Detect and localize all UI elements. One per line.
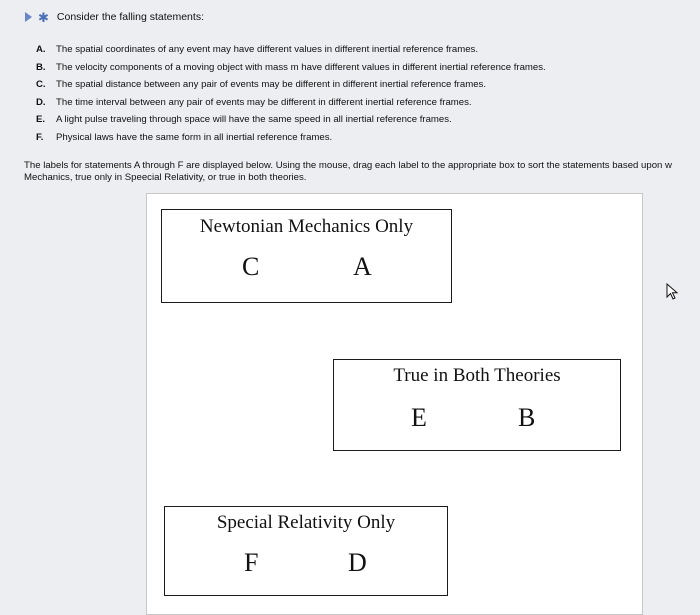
question-title: Consider the falling statements: <box>56 11 204 23</box>
star-icon: ✱ <box>38 9 49 25</box>
statement-text: A light pulse traveling through space will have the same speed in all inertial reference frames. <box>56 114 452 126</box>
label-e[interactable]: E <box>411 403 427 432</box>
instructions <box>24 160 694 183</box>
statement-letter: E. <box>36 114 46 126</box>
bin-special-relativity-only[interactable] <box>164 506 448 596</box>
statement-letter: F. <box>36 131 44 143</box>
label-a[interactable]: A <box>353 252 372 281</box>
statement-c <box>36 76 546 94</box>
label-b[interactable]: B <box>518 403 536 432</box>
statement-text: The time interval between any pair of events may be different in different inertial reference frames. <box>56 96 472 108</box>
statement-b <box>36 59 546 77</box>
statement-text: The spatial coordinates of any event may have different values in different inertial reference frames. <box>56 44 479 56</box>
statement-letter: D. <box>36 96 46 108</box>
statement-letter: C. <box>36 79 46 91</box>
label-c[interactable]: C <box>242 252 260 281</box>
label-f[interactable]: F <box>244 548 259 577</box>
statements-list <box>36 41 546 146</box>
instructions-line-2: Mechanics, true only in Speecial Relativity, or true in both theories. <box>24 171 307 183</box>
pointer-cursor-icon <box>666 283 680 301</box>
statement-text: Physical laws have the same form in all inertial reference frames. <box>56 131 333 143</box>
statement-text: The velocity components of a moving object with mass m have different values in different inertial reference frames. <box>56 61 546 73</box>
statement-letter: A. <box>36 44 46 56</box>
label-d[interactable]: D <box>348 548 367 577</box>
bin-title: Newtonian Mechanics Only <box>199 216 414 237</box>
bin-title: Special Relativity Only <box>216 512 396 533</box>
statement-e <box>36 111 546 129</box>
bin-newtonian-mechanics-only[interactable] <box>161 209 452 303</box>
statement-a <box>36 41 546 59</box>
statement-letter: B. <box>36 61 46 73</box>
statement-f <box>36 129 546 147</box>
statement-d <box>36 94 546 112</box>
question-header <box>25 9 204 25</box>
bin-true-in-both-theories[interactable] <box>333 359 621 451</box>
statement-text: The spatial distance between any pair of events may be different in different inertial reference frames. <box>56 79 487 91</box>
instructions-line-1: The labels for statements A through F are displayed below. Using the mouse, drag each label to the appropriate box to sort the statements based upon w <box>24 160 672 171</box>
play-icon[interactable] <box>25 12 32 22</box>
bin-title: True in Both Theories <box>393 365 561 386</box>
